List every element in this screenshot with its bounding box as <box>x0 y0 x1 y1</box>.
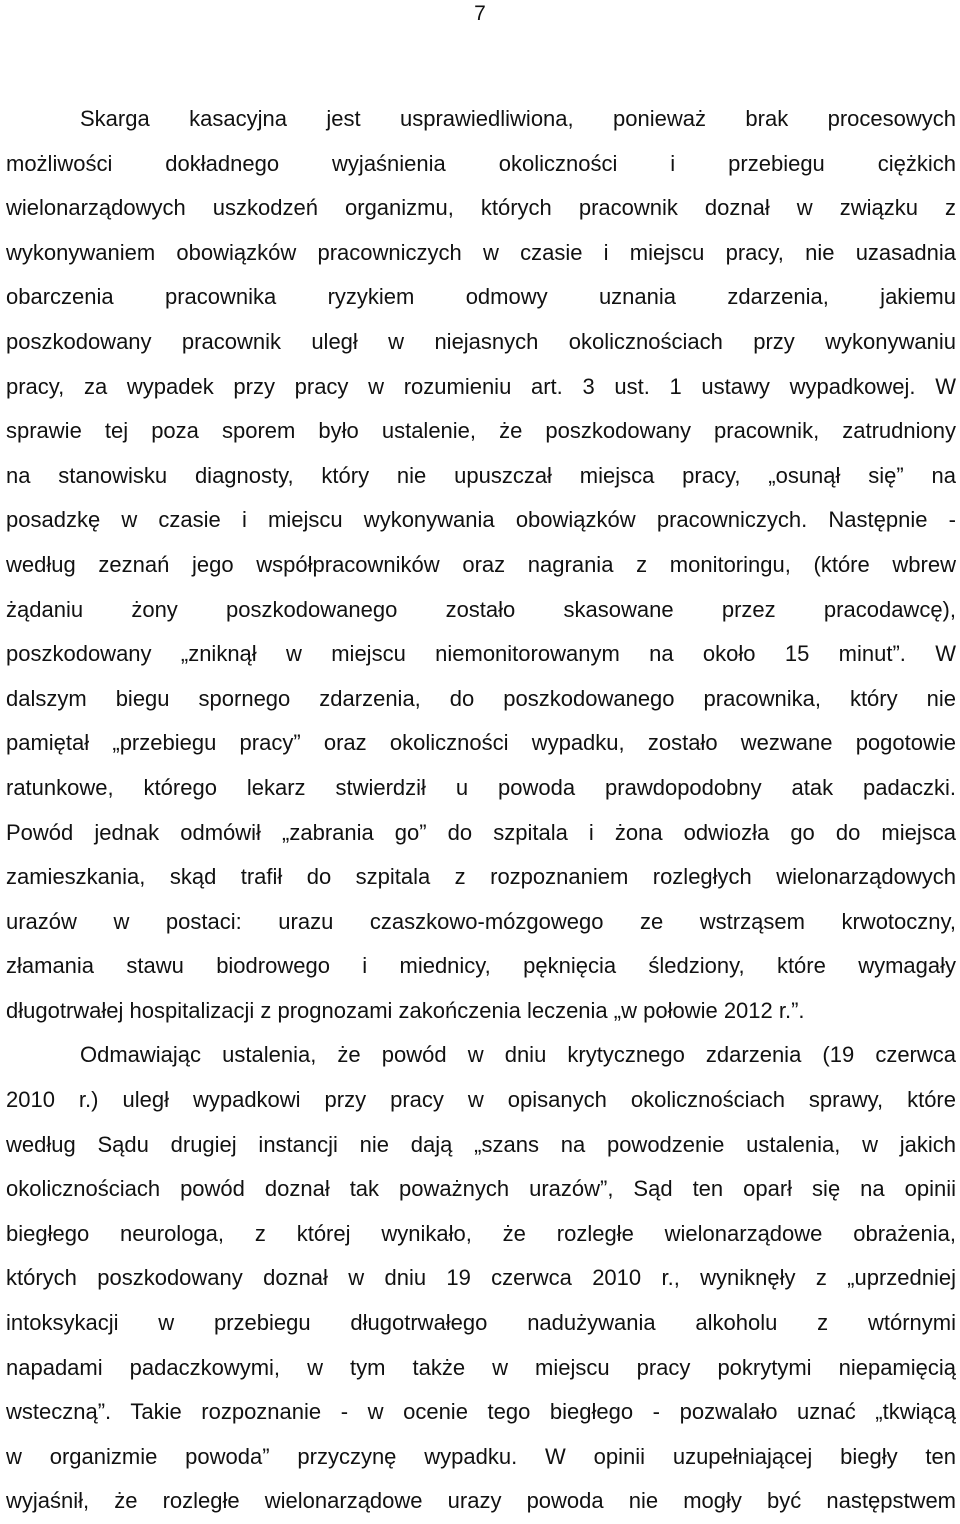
text-line: 2010 r.) uległ wypadkowi przy pracy w opisanych okolicznościach sprawy, które <box>6 1087 956 1113</box>
paragraph-2 <box>6 1033 956 1524</box>
text-line: wielonarządowych uszkodzeń organizmu, których pracownik doznał w związku z <box>6 195 956 221</box>
text-line: pracy, za wypadek przy pracy w rozumieniu art. 3 ust. 1 ustawy wypadkowej. W <box>6 373 956 399</box>
page-number: 7 <box>474 2 486 25</box>
text-line: obarczenia pracownika ryzykiem odmowy uznania zdarzenia, jakiemu <box>6 284 956 310</box>
text-line: pamiętał „przebiegu pracy” oraz okoliczności wypadku, zostało wezwane pogotowie <box>6 730 956 756</box>
text-line: napadami padaczkowymi, w tym także w miejscu pracy pokrytymi niepamięcią <box>6 1354 956 1380</box>
paragraph-1 <box>6 97 956 1033</box>
text-line: żądaniu żony poszkodowanego zostało skasowane przez pracodawcę), <box>6 596 956 622</box>
text-line: możliwości dokładnego wyjaśnienia okoliczności i przebiegu ciężkich <box>6 150 956 176</box>
text-line: wykonywaniem obowiązków pracowniczych w czasie i miejscu pracy, nie uzasadnia <box>6 239 956 265</box>
text-line: zamieszkania, skąd trafił do szpitala z rozpoznaniem rozległych wielonarządowych <box>6 864 956 890</box>
text-line: Odmawiając ustalenia, że powód w dniu krytycznego zdarzenia (19 czerwca <box>80 1042 956 1068</box>
text-line: Skarga kasacyjna jest usprawiedliwiona, ponieważ brak procesowych <box>80 106 956 131</box>
text-line: posadzkę w czasie i miejscu wykonywania obowiązków pracowniczych. Następnie - <box>6 507 956 533</box>
text-line: biegłego neurologa, z której wynikało, że rozległe wielonarządowe obrażenia, <box>6 1220 956 1246</box>
text-line: okolicznościach powód doznał tak poważnych urazów”, Sąd ten oparł się na opinii <box>6 1176 956 1202</box>
text-line: według zeznań jego współpracowników oraz nagrania z monitoringu, (które wbrew <box>6 551 956 577</box>
text-line: dalszym biegu spornego zdarzenia, do poszkodowanego pracownika, który nie <box>6 685 956 711</box>
text-line: urazów w postaci: urazu czaszkowo-mózgowego ze wstrząsem krwotoczny, <box>6 908 956 934</box>
text-line: złamania stawu biodrowego i miednicy, pęknięcia śledziony, które wymagały <box>6 953 956 979</box>
text-line: według Sądu drugiej instancji nie dają „szans na powodzenie ustalenia, w jakich <box>6 1131 956 1157</box>
text-line: ratunkowe, którego lekarz stwierdził u powoda prawdopodobny atak padaczki. <box>6 774 956 800</box>
text-line: Powód jednak odmówił „zabrania go” do szpitala i żona odwiozła go do miejsca <box>6 819 956 845</box>
text-line: na stanowisku diagnosty, który nie upuszczał miejsca pracy, „osunął się” na <box>6 462 956 488</box>
text-line: poszkodowany „zniknął w miejscu niemonitorowanym na około 15 minut”. W <box>6 641 956 667</box>
text-line: długotrwałej hospitalizacji z prognozami zakończenia leczenia „w połowie 2012 r.”. <box>6 997 805 1023</box>
text-line: intoksykacji w przebiegu długotrwałego nadużywania alkoholu z wtórnymi <box>6 1310 956 1336</box>
text-line: sprawie tej poza sporem było ustalenie, że poszkodowany pracownik, zatrudniony <box>6 418 956 444</box>
text-line: wsteczną”. Takie rozpoznanie - w ocenie tego biegłego - pozwalało uznać „tkwiącą <box>6 1399 956 1425</box>
text-line: których poszkodowany doznał w dniu 19 czerwca 2010 r., wyniknęły z „uprzedniej <box>6 1265 956 1291</box>
text-line: wyjaśnił, że rozległe wielonarządowe urazy powoda nie mogły być następstwem <box>6 1488 956 1514</box>
text-line: w organizmie powoda” przyczynę wypadku. W opinii uzupełniającej biegły ten <box>6 1443 956 1469</box>
document-body <box>6 97 956 1524</box>
text-line: poszkodowany pracownik uległ w niejasnych okolicznościach przy wykonywaniu <box>6 328 956 354</box>
